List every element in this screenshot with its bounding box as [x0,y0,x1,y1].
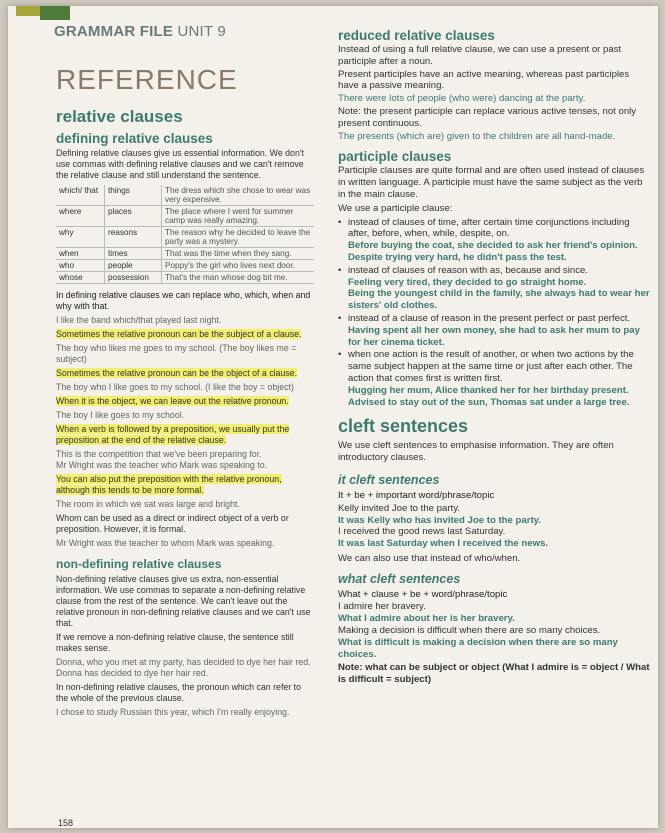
example: I chose to study Russian this year, which I'm really enjoying. [56,707,290,717]
right-column [338,28,650,686]
reduced-p1: Instead of using a full relative clause, we can use a present or past participle after a noun. [338,44,622,67]
reduced-note: Note: the present participle can replace various active tenses, not only present continuous. [338,105,637,129]
example: There were lots of people (who were) dancing at the party. [338,93,586,105]
example: What I admire about her is her bravery. [338,613,515,625]
participle-title: participle clauses [338,149,452,165]
example: Mr Wright was the teacher who Mark was speaking to. [56,460,268,470]
example: Having spent all her own money, she had to ask her mum to pay for her cinema ticket. [348,324,640,348]
example: The boy I like goes to my school. [56,410,185,420]
cleft-title: cleft sentences [338,416,469,437]
table-cell-use: places [105,206,162,227]
grammar-file-header [54,23,226,40]
table-cell-example: The reason why he decided to leave the party was a mystery. [162,227,315,248]
formula: It + be + important word/phrase/topic [338,489,495,501]
example: This is the competition that we've been preparing for. [56,449,262,459]
table-cell-pronoun: which/ that [56,185,105,206]
example: Before buying the coat, she decided to ask her friend's opinion. [348,240,638,252]
example: Kelly invited Joe to the party. [338,502,460,514]
what-cleft-note: Note: what can be subject or object (What I admire is = object / What is difficult = subject) [338,662,650,686]
page-title: REFERENCE [56,64,238,95]
example: Mr Wright was the teacher to whom Mark was speaking. [56,538,275,548]
table-cell-use: possession [105,272,162,284]
cleft-intro: We use cleft sentences to emphasise information. They are often introductory clauses. [338,440,614,464]
example: I like the band which/that played last night. [56,315,222,325]
highlighted-rule: Sometimes the relative pronoun can be the object of a clause. [56,368,298,378]
bullet-item: • instead of a clause of reason in the present perfect or past perfect. [338,313,650,325]
bullet-item: • when one action is the result of another, or when two actions by the same subject happen at the same time or just after each other. The action that comes first is written first. [338,349,650,384]
example: It was last Saturday when I received the news. [338,538,549,550]
example: Despite trying very hard, he didn't pass the test. [348,251,567,263]
table-cell-use: people [105,260,162,272]
table-cell-pronoun: why [56,227,105,248]
defining-title: defining relative clauses [56,131,213,146]
example: I admire her bravery. [338,601,426,613]
example: Advised to stay out of the sun, Thomas sat under a large tree. [348,396,630,408]
bullet-item: • instead of clauses of reason with as, because and since. [338,265,650,277]
left-column [56,107,314,718]
table-row [56,206,314,227]
table-cell-use: reasons [105,227,162,248]
highlighted-rule: Sometimes the relative pronoun can be the subject of a clause. [56,329,302,339]
page-number: 158 [58,818,74,828]
bullet-item: • instead of clauses of time, after certain time conjunctions including after, before, when, while, despite, on. [338,217,650,241]
it-cleft-note: We can also use that instead of who/when. [338,552,521,564]
table-cell-example: The place where I went for summer camp was really amazing. [162,206,315,227]
participle-p2: We use a participle clause: [338,202,453,214]
example: The presents (which are) given to the children are all hand-made. [338,130,616,142]
nondefining-intro: Non-defining relative clauses give us extra, non-essential information. We use commas to separate a non-defining relative clause from the rest of the sentence. We can't leave out the relative pronoun in non-defining relative clauses and we can't use that. [56,574,311,628]
table-cell-pronoun: when [56,248,105,260]
table-cell-use: things [105,185,162,206]
example: The boy who I like goes to my school. (I like the boy = object) [56,382,294,392]
example: What is difficult is making a decision when there are so many choices. [338,636,618,660]
example: The room in which we sat was large and bright. [56,499,240,509]
header-unit: UNIT 9 [177,23,226,40]
whom-note: Whom can be used as a direct or indirect object of a verb or preposition. However, it is formal. [56,513,289,534]
table-cell-example: Poppy's the girl who lives next door. [162,260,315,272]
reduced-title: reduced relative clauses [338,28,495,43]
section-title: relative clauses [56,107,183,126]
relative-pronoun-table [56,185,314,284]
table-row [56,248,314,260]
example: Making a decision is difficult when there are so many choices. [338,625,601,637]
example: I received the good news last Saturday. [338,526,506,538]
page-tab-marker [40,6,70,20]
reduced-p2: Present participles have an active meaning, whereas past participles have a passive meaning. [338,68,630,92]
what-cleft-title: what cleft sentences [338,571,461,586]
nondefining-note: In non-defining relative clauses, the pronoun which can refer to the whole of the previous clause. [56,682,301,703]
page-tab-marker [16,6,40,16]
table-cell-example: That was the time when they sang. [162,248,315,260]
table-cell-pronoun: who [56,260,105,272]
it-cleft-title: it cleft sentences [338,472,440,487]
nondefining-title: non-defining relative clauses [56,557,222,571]
table-row [56,185,314,206]
table-row [56,272,314,284]
table-cell-pronoun: where [56,206,105,227]
defining-note: In defining relative clauses we can replace who, which, when and why with that. [56,290,311,311]
highlighted-rule: When it is the object, we can leave out the relative pronoun. [56,396,289,406]
example: It was Kelly who has invited Joe to the party. [338,514,541,526]
formula: What + clause + be + word/phrase/topic [338,588,508,600]
example: Feeling very tired, they decided to go straight home. [348,276,587,288]
table-row [56,260,314,272]
table-cell-example: The dress which she chose to wear was very expensive. [162,185,315,206]
table-cell-pronoun: whose [56,272,105,284]
table-cell-example: That's the man whose dog bit me. [162,272,315,284]
example: Donna has decided to dye her hair red. [56,668,209,678]
example: Being the youngest child in the family, she always had to wear her sisters' old clothes. [348,288,650,312]
header-label: GRAMMAR FILE [54,23,174,40]
book-page [8,6,658,828]
example: Hugging her mum, Alice thanked her for her birthday present. [348,384,629,396]
table-cell-use: times [105,248,162,260]
table-row [56,227,314,248]
highlighted-rule: You can also put the preposition with the relative pronoun, although this tends to be more formal. [56,474,282,495]
defining-intro: Defining relative clauses give us essential information. We don't use commas with defining relative clauses and we can't remove the relative clause and still understand the sentence. [56,148,304,180]
participle-p1: Participle clauses are quite formal and are often used instead of clauses in written language. A participle must have the same subject as the verb in the main clause. [338,165,645,200]
example: The boy who likes me goes to my school. (The boy likes me = subject) [56,343,297,364]
example: Donna, who you met at my party, has decided to dye her hair red. [56,657,311,667]
highlighted-rule: When a verb is followed by a preposition, we usually put the preposition at the end of the relative clause. [56,424,290,445]
nondefining-note: If we remove a non-defining relative clause, the sentence still makes sense. [56,632,294,653]
